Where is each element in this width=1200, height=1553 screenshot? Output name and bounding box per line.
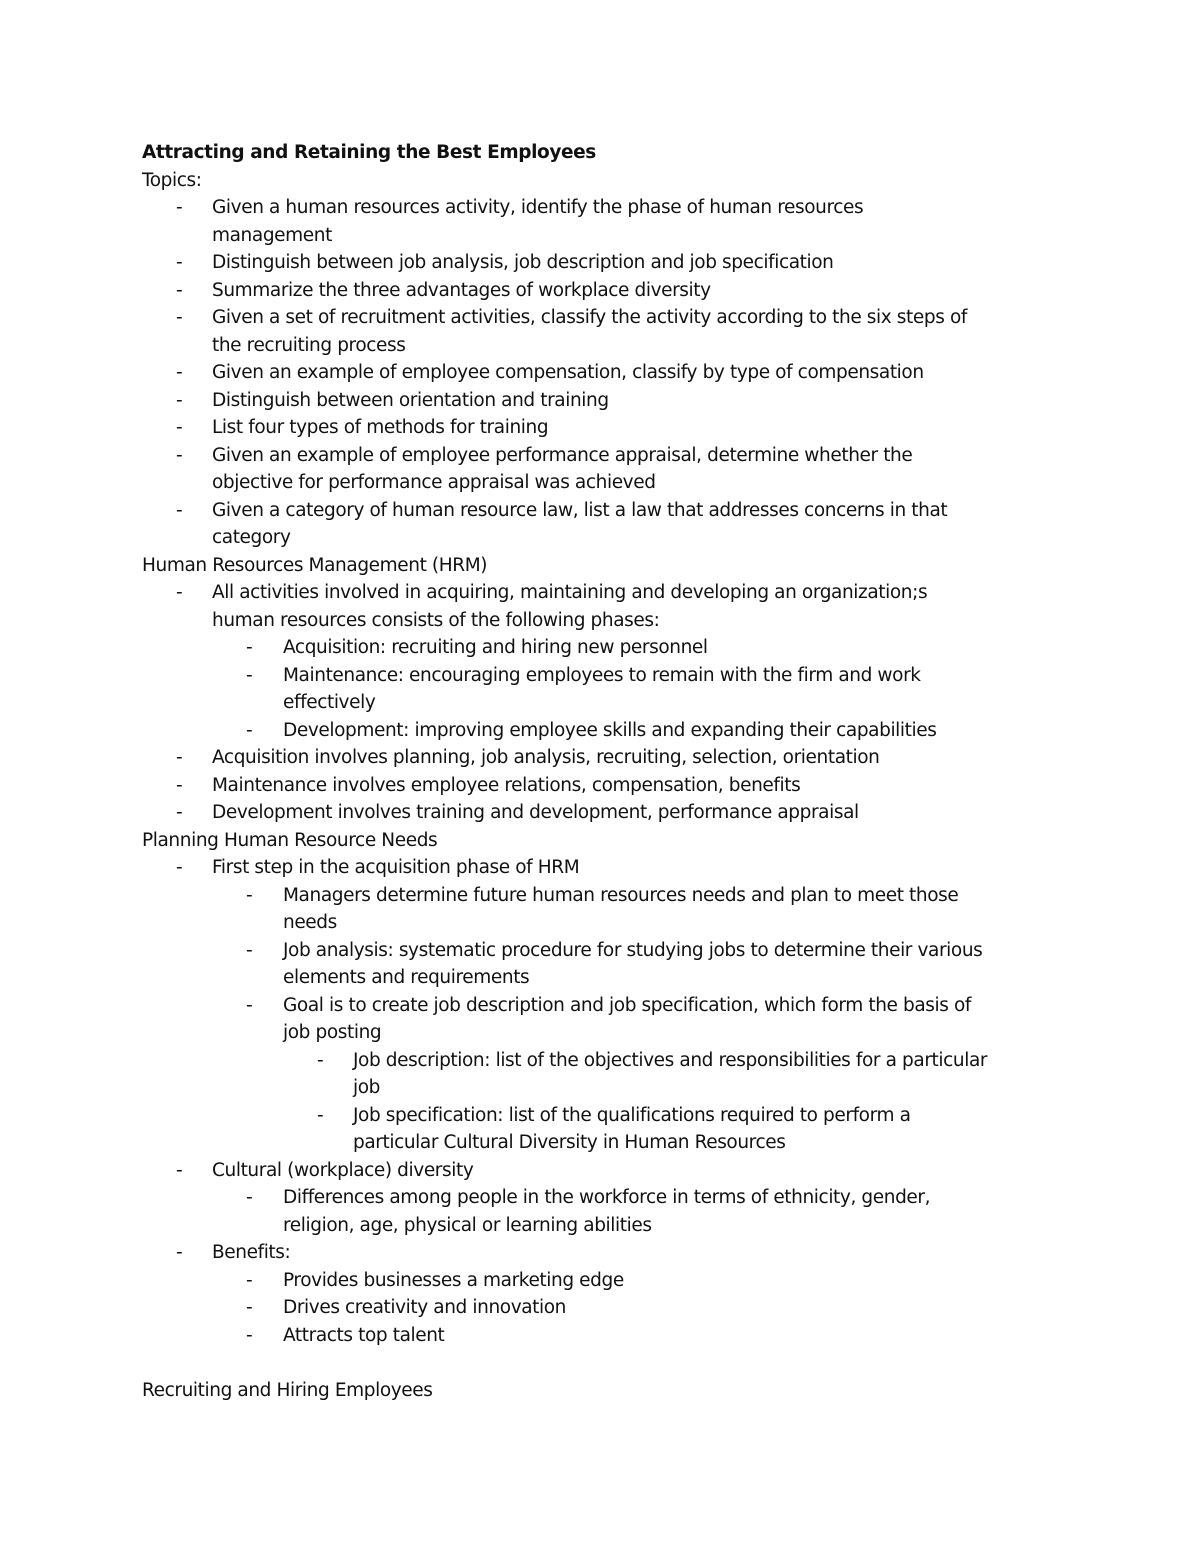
list-item bbox=[142, 662, 1072, 690]
list-item bbox=[142, 1294, 1072, 1322]
list-item-text: Acquisition: recruiting and hiring new personnel bbox=[283, 637, 708, 658]
list-item-text: Attracts top talent bbox=[283, 1324, 445, 1346]
list-item-text: religion, age, physical or learning abilities bbox=[283, 1214, 652, 1236]
bullet-dash: - bbox=[176, 1159, 183, 1181]
list-item-text: First step in the acquisition phase of HRM bbox=[212, 857, 580, 878]
list-item bbox=[142, 1267, 1072, 1295]
bullet-dash: - bbox=[246, 994, 253, 1016]
list-item-continuation bbox=[142, 1212, 1072, 1240]
section-heading-planning: Planning Human Resource Needs bbox=[142, 829, 438, 851]
list-item-text: All activities involved in acquiring, maintaining and developing an organization;s bbox=[212, 582, 928, 603]
list-item bbox=[142, 387, 1072, 415]
list-item-continuation bbox=[142, 964, 1072, 992]
list-item-text: needs bbox=[283, 912, 337, 933]
list-item-text: category bbox=[212, 527, 291, 548]
list-item bbox=[142, 1102, 1072, 1130]
list-item-text: Given a human resources activity, identify the phase of human resources bbox=[212, 197, 864, 218]
list-item-text: Drives creativity and innovation bbox=[283, 1297, 567, 1318]
bullet-dash: - bbox=[176, 307, 183, 328]
list-item bbox=[142, 992, 1072, 1020]
list-item-text: Differences among people in the workforce in terms of ethnicity, gender, bbox=[283, 1187, 931, 1208]
list-item-text: Job specification: list of the qualifications required to perform a bbox=[353, 1104, 911, 1126]
list-item bbox=[142, 1047, 1072, 1075]
bullet-dash: - bbox=[246, 1269, 253, 1291]
list-item bbox=[142, 1239, 1072, 1267]
list-item bbox=[142, 277, 1072, 305]
bullet-dash: - bbox=[176, 857, 183, 878]
list-item bbox=[142, 634, 1072, 662]
list-item-text: Development involves training and development, performance appraisal bbox=[212, 802, 859, 823]
list-item bbox=[142, 799, 1072, 827]
list-item-text: Goal is to create job description and job specification, which form the basis of bbox=[283, 994, 971, 1016]
list-item-text: Summarize the three advantages of workplace diversity bbox=[212, 279, 711, 301]
bullet-dash: - bbox=[176, 774, 183, 796]
bullet-dash: - bbox=[246, 1187, 253, 1208]
bullet-dash: - bbox=[176, 582, 183, 603]
list-item-text: particular Cultural Diversity in Human Resources bbox=[353, 1132, 786, 1153]
list-item bbox=[142, 1157, 1072, 1185]
list-item-text: Given an example of employee performance appraisal, determine whether the bbox=[212, 444, 913, 466]
bullet-dash: - bbox=[317, 1049, 324, 1071]
list-item-text: the recruiting process bbox=[212, 334, 406, 356]
list-item bbox=[142, 854, 1072, 882]
list-item bbox=[142, 414, 1072, 442]
list-item-text: job bbox=[353, 1077, 381, 1098]
list-item-text: Cultural (workplace) diversity bbox=[212, 1159, 474, 1181]
bullet-dash: - bbox=[246, 664, 253, 686]
list-item bbox=[142, 772, 1072, 800]
bullet-dash: - bbox=[246, 637, 253, 658]
list-item bbox=[142, 717, 1072, 745]
list-item bbox=[142, 579, 1072, 607]
list-item bbox=[142, 359, 1072, 387]
list-item-text: Given a category of human resource law, list a law that addresses concerns in that bbox=[212, 499, 948, 521]
bullet-dash: - bbox=[176, 499, 183, 521]
list-item-continuation bbox=[142, 1129, 1072, 1157]
list-item-continuation bbox=[142, 332, 1072, 360]
list-item-text: Maintenance involves employee relations, compensation, benefits bbox=[212, 774, 801, 796]
bullet-dash: - bbox=[176, 417, 183, 438]
list-item-continuation bbox=[142, 607, 1072, 635]
list-item-continuation bbox=[142, 222, 1072, 250]
list-item-continuation bbox=[142, 689, 1072, 717]
bullet-dash: - bbox=[176, 252, 183, 273]
list-item bbox=[142, 442, 1072, 470]
bullet-dash: - bbox=[246, 939, 253, 961]
list-item bbox=[142, 249, 1072, 277]
list-item-continuation bbox=[142, 469, 1072, 497]
bullet-dash: - bbox=[176, 802, 183, 823]
list-item-text: Distinguish between job analysis, job description and job specification bbox=[212, 252, 834, 273]
blank-line bbox=[142, 1349, 1072, 1377]
list-item-text: Maintenance: encouraging employees to remain with the firm and work bbox=[283, 664, 921, 686]
bullet-dash: - bbox=[246, 1297, 253, 1318]
list-item-text: Development: improving employee skills and expanding their capabilities bbox=[283, 719, 937, 741]
document-title: Attracting and Retaining the Best Employees bbox=[142, 142, 596, 163]
list-item bbox=[142, 882, 1072, 910]
list-item-continuation bbox=[142, 1074, 1072, 1102]
bullet-dash: - bbox=[176, 444, 183, 466]
bullet-dash: - bbox=[246, 719, 253, 741]
list-item-continuation bbox=[142, 524, 1072, 552]
list-item-continuation bbox=[142, 909, 1072, 937]
bullet-dash: - bbox=[176, 197, 183, 218]
list-item-text: Acquisition involves planning, job analysis, recruiting, selection, orientation bbox=[212, 747, 880, 768]
list-item-text: List four types of methods for training bbox=[212, 417, 549, 438]
bullet-dash: - bbox=[176, 1242, 183, 1263]
document-page bbox=[142, 139, 1072, 1404]
bullet-dash: - bbox=[176, 362, 183, 383]
list-item-text: Managers determine future human resources needs and plan to meet those bbox=[283, 884, 959, 906]
list-item-text: Benefits: bbox=[212, 1242, 291, 1263]
list-item bbox=[142, 937, 1072, 965]
list-item-text: Job analysis: systematic procedure for studying jobs to determine their various bbox=[283, 939, 983, 961]
list-item bbox=[142, 497, 1072, 525]
list-item bbox=[142, 304, 1072, 332]
list-item bbox=[142, 194, 1072, 222]
list-item-text: objective for performance appraisal was achieved bbox=[212, 472, 656, 493]
bullet-dash: - bbox=[246, 884, 253, 906]
list-item-continuation bbox=[142, 1019, 1072, 1047]
list-item-text: management bbox=[212, 224, 332, 246]
list-item-text: Job description: list of the objectives and responsibilities for a particular bbox=[353, 1049, 988, 1071]
bullet-dash: - bbox=[176, 389, 183, 411]
list-item-text: Distinguish between orientation and training bbox=[212, 389, 609, 411]
bullet-dash: - bbox=[176, 279, 183, 301]
list-item-text: Given a set of recruitment activities, classify the activity according to the six steps of bbox=[212, 307, 967, 328]
bullet-dash: - bbox=[176, 747, 183, 768]
section-heading-hrm: Human Resources Management (HRM) bbox=[142, 554, 488, 576]
bullet-dash: - bbox=[246, 1324, 253, 1346]
list-item-text: effectively bbox=[283, 692, 376, 713]
list-item bbox=[142, 1184, 1072, 1212]
bullet-dash: - bbox=[317, 1104, 324, 1126]
topics-label: Topics: bbox=[142, 169, 202, 191]
list-item-text: human resources consists of the following phases: bbox=[212, 609, 660, 631]
section-heading-recruiting: Recruiting and Hiring Employees bbox=[142, 1379, 433, 1401]
list-item bbox=[142, 1322, 1072, 1350]
list-item bbox=[142, 744, 1072, 772]
list-item-text: Provides businesses a marketing edge bbox=[283, 1269, 624, 1291]
list-item-text: Given an example of employee compensation, classify by type of compensation bbox=[212, 362, 924, 383]
list-item-text: job posting bbox=[283, 1022, 382, 1043]
list-item-text: elements and requirements bbox=[283, 967, 530, 988]
